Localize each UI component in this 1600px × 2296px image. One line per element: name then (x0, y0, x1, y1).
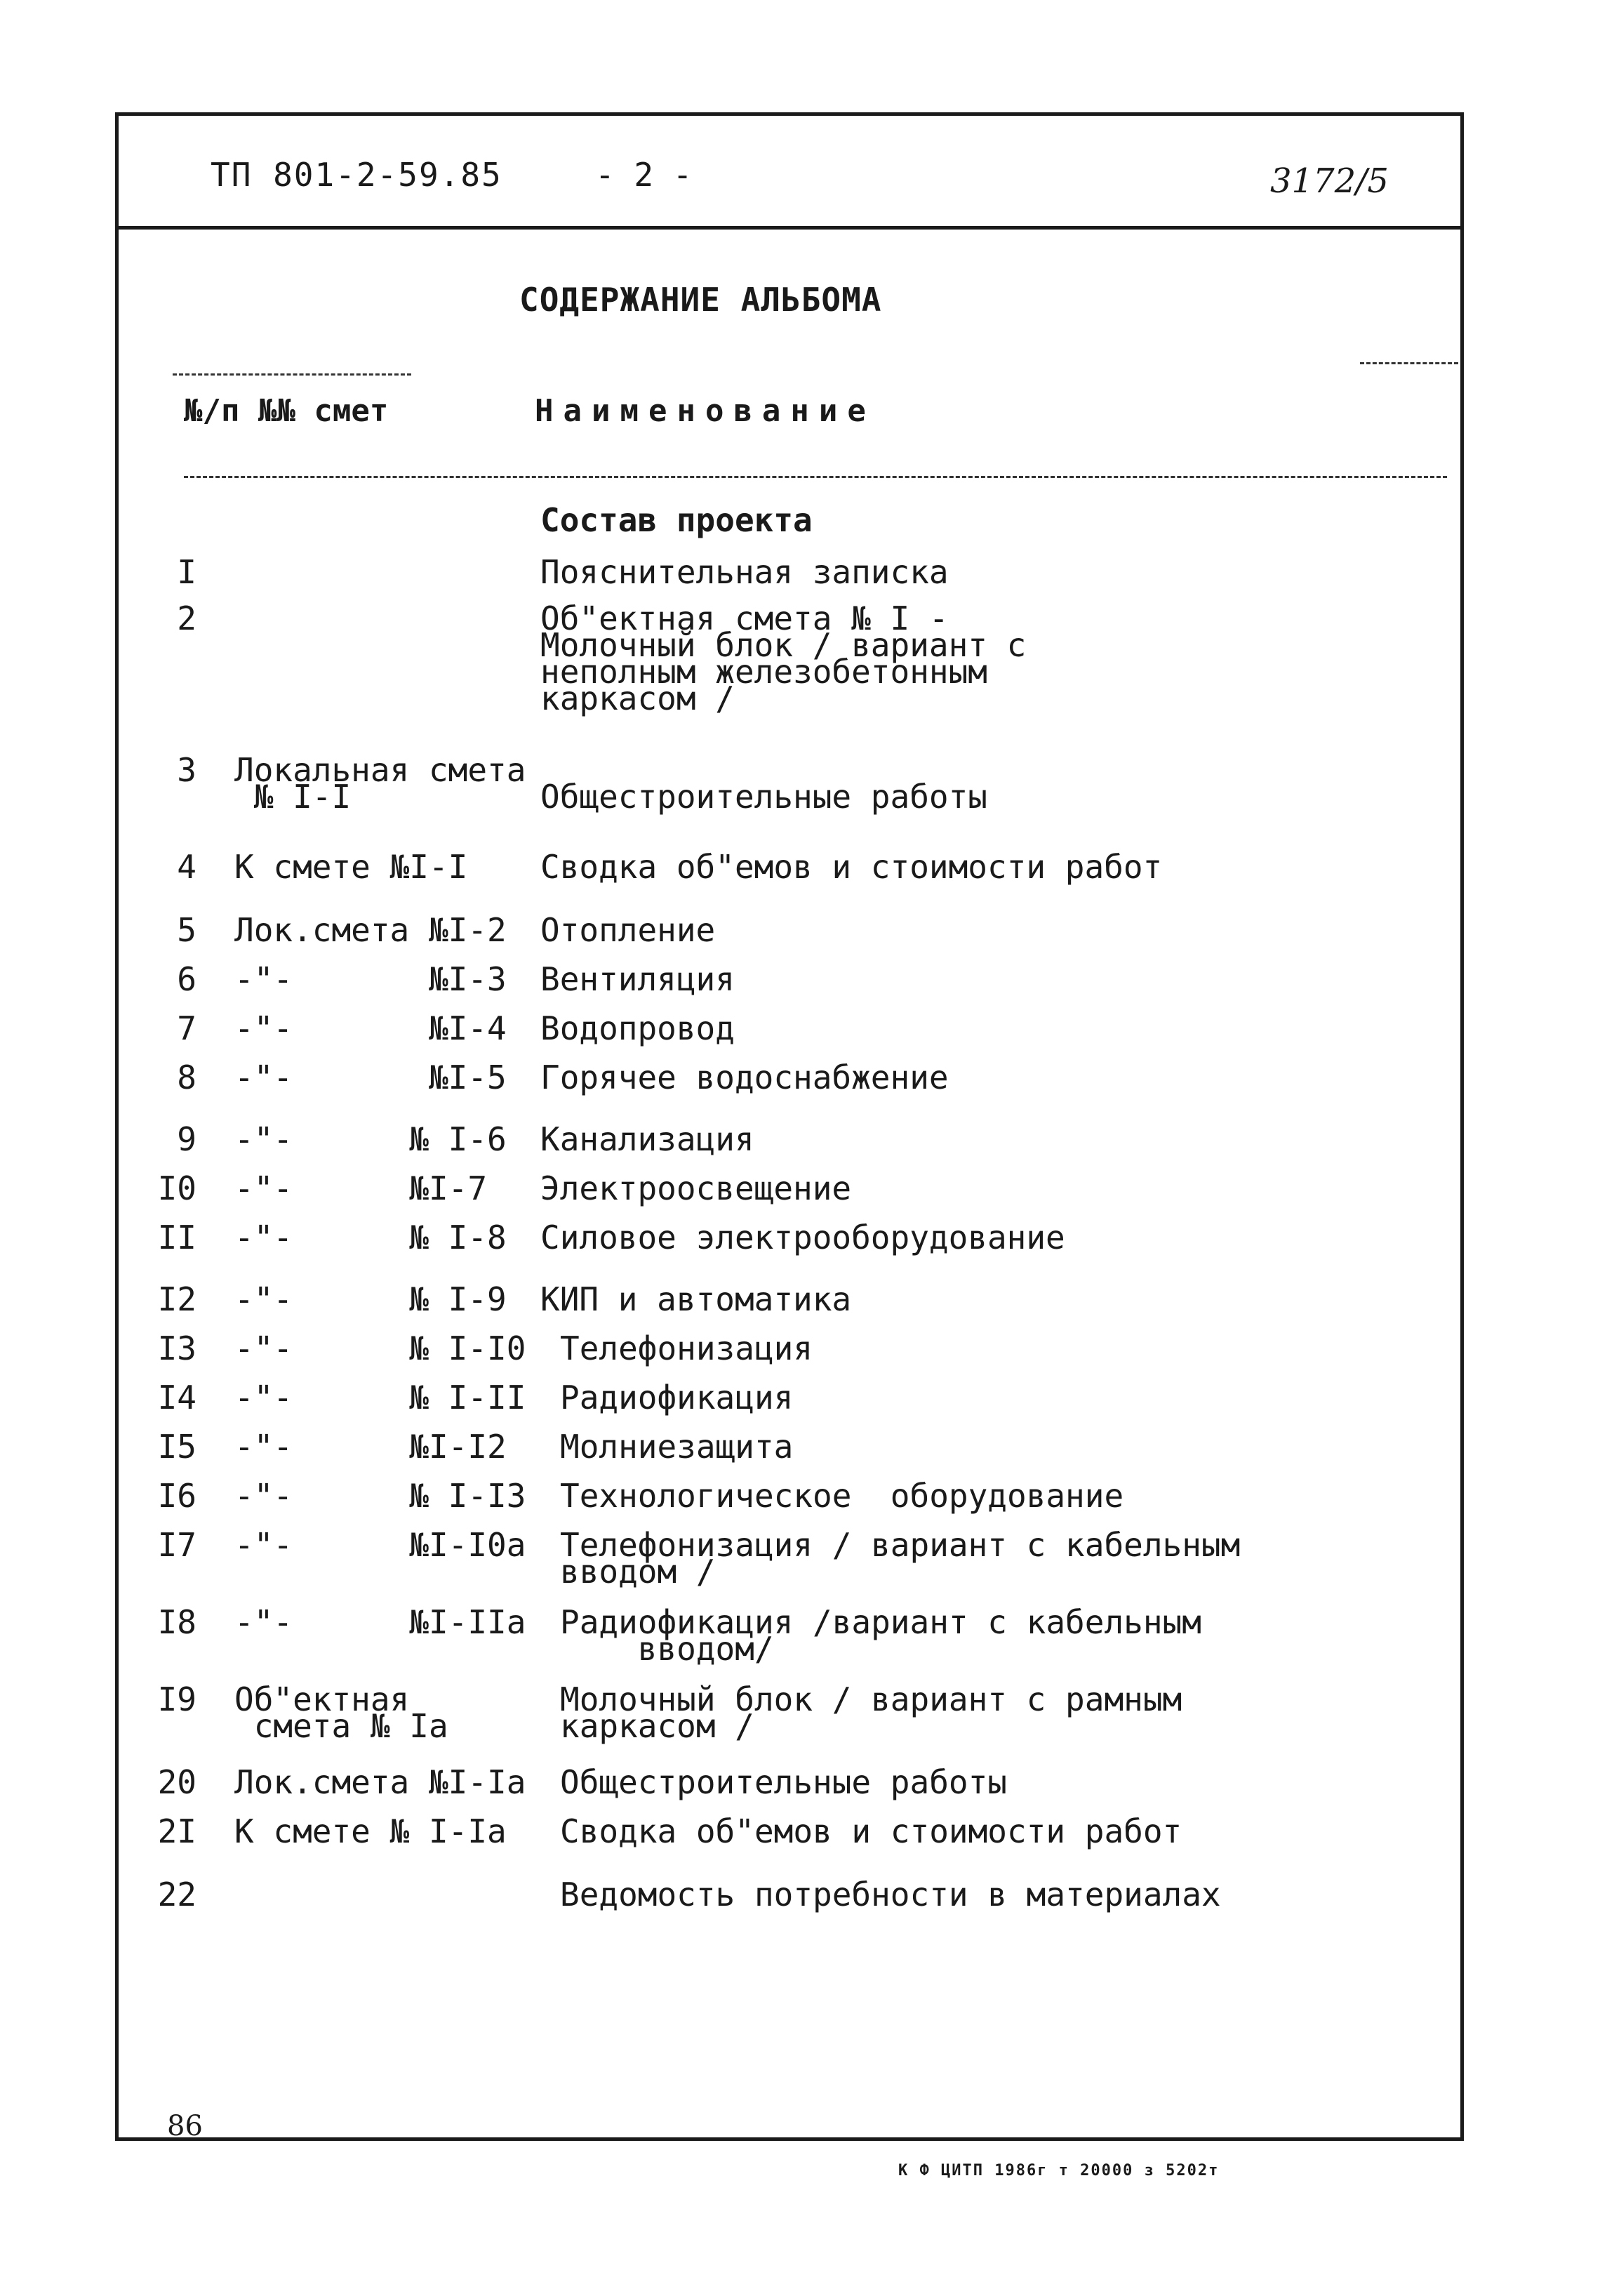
row-estimate-ref: -"- №I-I0а (234, 1526, 526, 1564)
row-estimate-ref: Локальная смета № I-I (234, 751, 526, 816)
row-number: 3 (177, 751, 196, 789)
row-number: 22 (157, 1876, 196, 1913)
row-name: Ведомость потребности в материалах (560, 1876, 1221, 1913)
row-number: 2 (177, 599, 196, 637)
row-name: Сводка об"емов и стоимости работ (560, 1812, 1182, 1850)
row-name: Общестроительные работы (540, 778, 987, 816)
header-dash-left (173, 373, 411, 376)
row-name: Радиофикация (560, 1379, 794, 1416)
page-title: СОДЕРЖАНИЕ АЛЬБОМА (519, 281, 882, 319)
row-name: Пояснительная записка (540, 553, 949, 591)
row-name: Технологическое оборудование (560, 1477, 1124, 1515)
row-number: 20 (157, 1763, 196, 1801)
row-number: I7 (157, 1526, 196, 1564)
row-name: Телефонизация / вариант с кабельным вводом / (560, 1526, 1241, 1591)
row-estimate-ref: -"- №I-4 (234, 1009, 507, 1047)
row-number: I0 (157, 1169, 196, 1207)
row-estimate-ref: -"- № I-8 (234, 1219, 507, 1256)
header-dash-right (1360, 362, 1458, 364)
row-name: Электроосвещение (540, 1169, 852, 1207)
row-name: Горячее водоснабжение (540, 1059, 949, 1096)
row-number: 2I (157, 1812, 196, 1850)
header-dash-bottom (184, 476, 1447, 478)
page-number: - 2 - (595, 156, 693, 194)
column-header-name: Наименование (535, 393, 876, 429)
row-number: 5 (177, 911, 196, 949)
row-number: I5 (157, 1428, 196, 1466)
row-estimate-ref: -"- № I-I3 (234, 1477, 526, 1515)
row-number: I (177, 553, 196, 591)
row-estimate-ref: -"- № I-6 (234, 1120, 507, 1158)
column-header-number: №/п №№ смет (184, 393, 389, 429)
row-number: I9 (157, 1680, 196, 1718)
row-estimate-ref: Лок.смета №I-Iа (234, 1763, 526, 1801)
header-divider (115, 226, 1464, 230)
row-estimate-ref: -"- № I-9 (234, 1280, 507, 1318)
row-number: 8 (177, 1059, 196, 1096)
row-name: Молниезащита (560, 1428, 794, 1466)
row-estimate-ref: -"- №I-IIа (234, 1603, 526, 1641)
row-name: КИП и автоматика (540, 1280, 852, 1318)
row-estimate-ref: -"- №I-I2 (234, 1428, 507, 1466)
row-name: Телефонизация (560, 1329, 813, 1367)
row-number: 7 (177, 1009, 196, 1047)
row-name: Молочный блок / вариант с рамным каркасом / (560, 1680, 1182, 1745)
row-estimate-ref: -"- № I-II (234, 1379, 526, 1416)
row-name: Радиофикация /вариант с кабельным вводом/ (560, 1603, 1201, 1668)
section-heading: Состав проекта (540, 501, 813, 539)
row-number: 9 (177, 1120, 196, 1158)
row-estimate-ref: Лок.смета №I-2 (234, 911, 507, 949)
row-estimate-ref: -"- №I-3 (234, 960, 507, 998)
row-estimate-ref: К смете №I-I (234, 848, 468, 886)
row-number: II (157, 1219, 196, 1256)
row-estimate-ref: -"- №I-5 (234, 1059, 507, 1096)
printer-imprint: К Ф ЦИТП 1986г т 20000 з 5202т (898, 2162, 1220, 2179)
document-code: ТП 801-2-59.85 (211, 156, 502, 194)
row-number: 4 (177, 848, 196, 886)
row-number: I6 (157, 1477, 196, 1515)
row-number: I4 (157, 1379, 196, 1416)
row-name: Канализация (540, 1120, 754, 1158)
row-name: Отопление (540, 911, 716, 949)
row-estimate-ref: -"- №I-7 (234, 1169, 488, 1207)
row-name: Об"ектная смета № I - Молочный блок / вариант с неполным железобетонным каркасом / (540, 599, 1027, 717)
row-name: Сводка об"емов и стоимости работ (540, 848, 1163, 886)
row-number: I2 (157, 1280, 196, 1318)
row-estimate-ref: -"- № I-I0 (234, 1329, 526, 1367)
row-name: Водопровод (540, 1009, 735, 1047)
row-number: I3 (157, 1329, 196, 1367)
sheet-number: 3172/5 (1270, 161, 1389, 201)
page-mark: 86 (167, 2110, 203, 2142)
row-name: Силовое электрооборудование (540, 1219, 1065, 1256)
row-name: Общестроительные работы (560, 1763, 1007, 1801)
row-number: I8 (157, 1603, 196, 1641)
row-estimate-ref: Об"ектная смета № Iа (234, 1680, 448, 1745)
row-estimate-ref: К смете № I-Iа (234, 1812, 507, 1850)
row-number: 6 (177, 960, 196, 998)
row-name: Вентиляция (540, 960, 735, 998)
